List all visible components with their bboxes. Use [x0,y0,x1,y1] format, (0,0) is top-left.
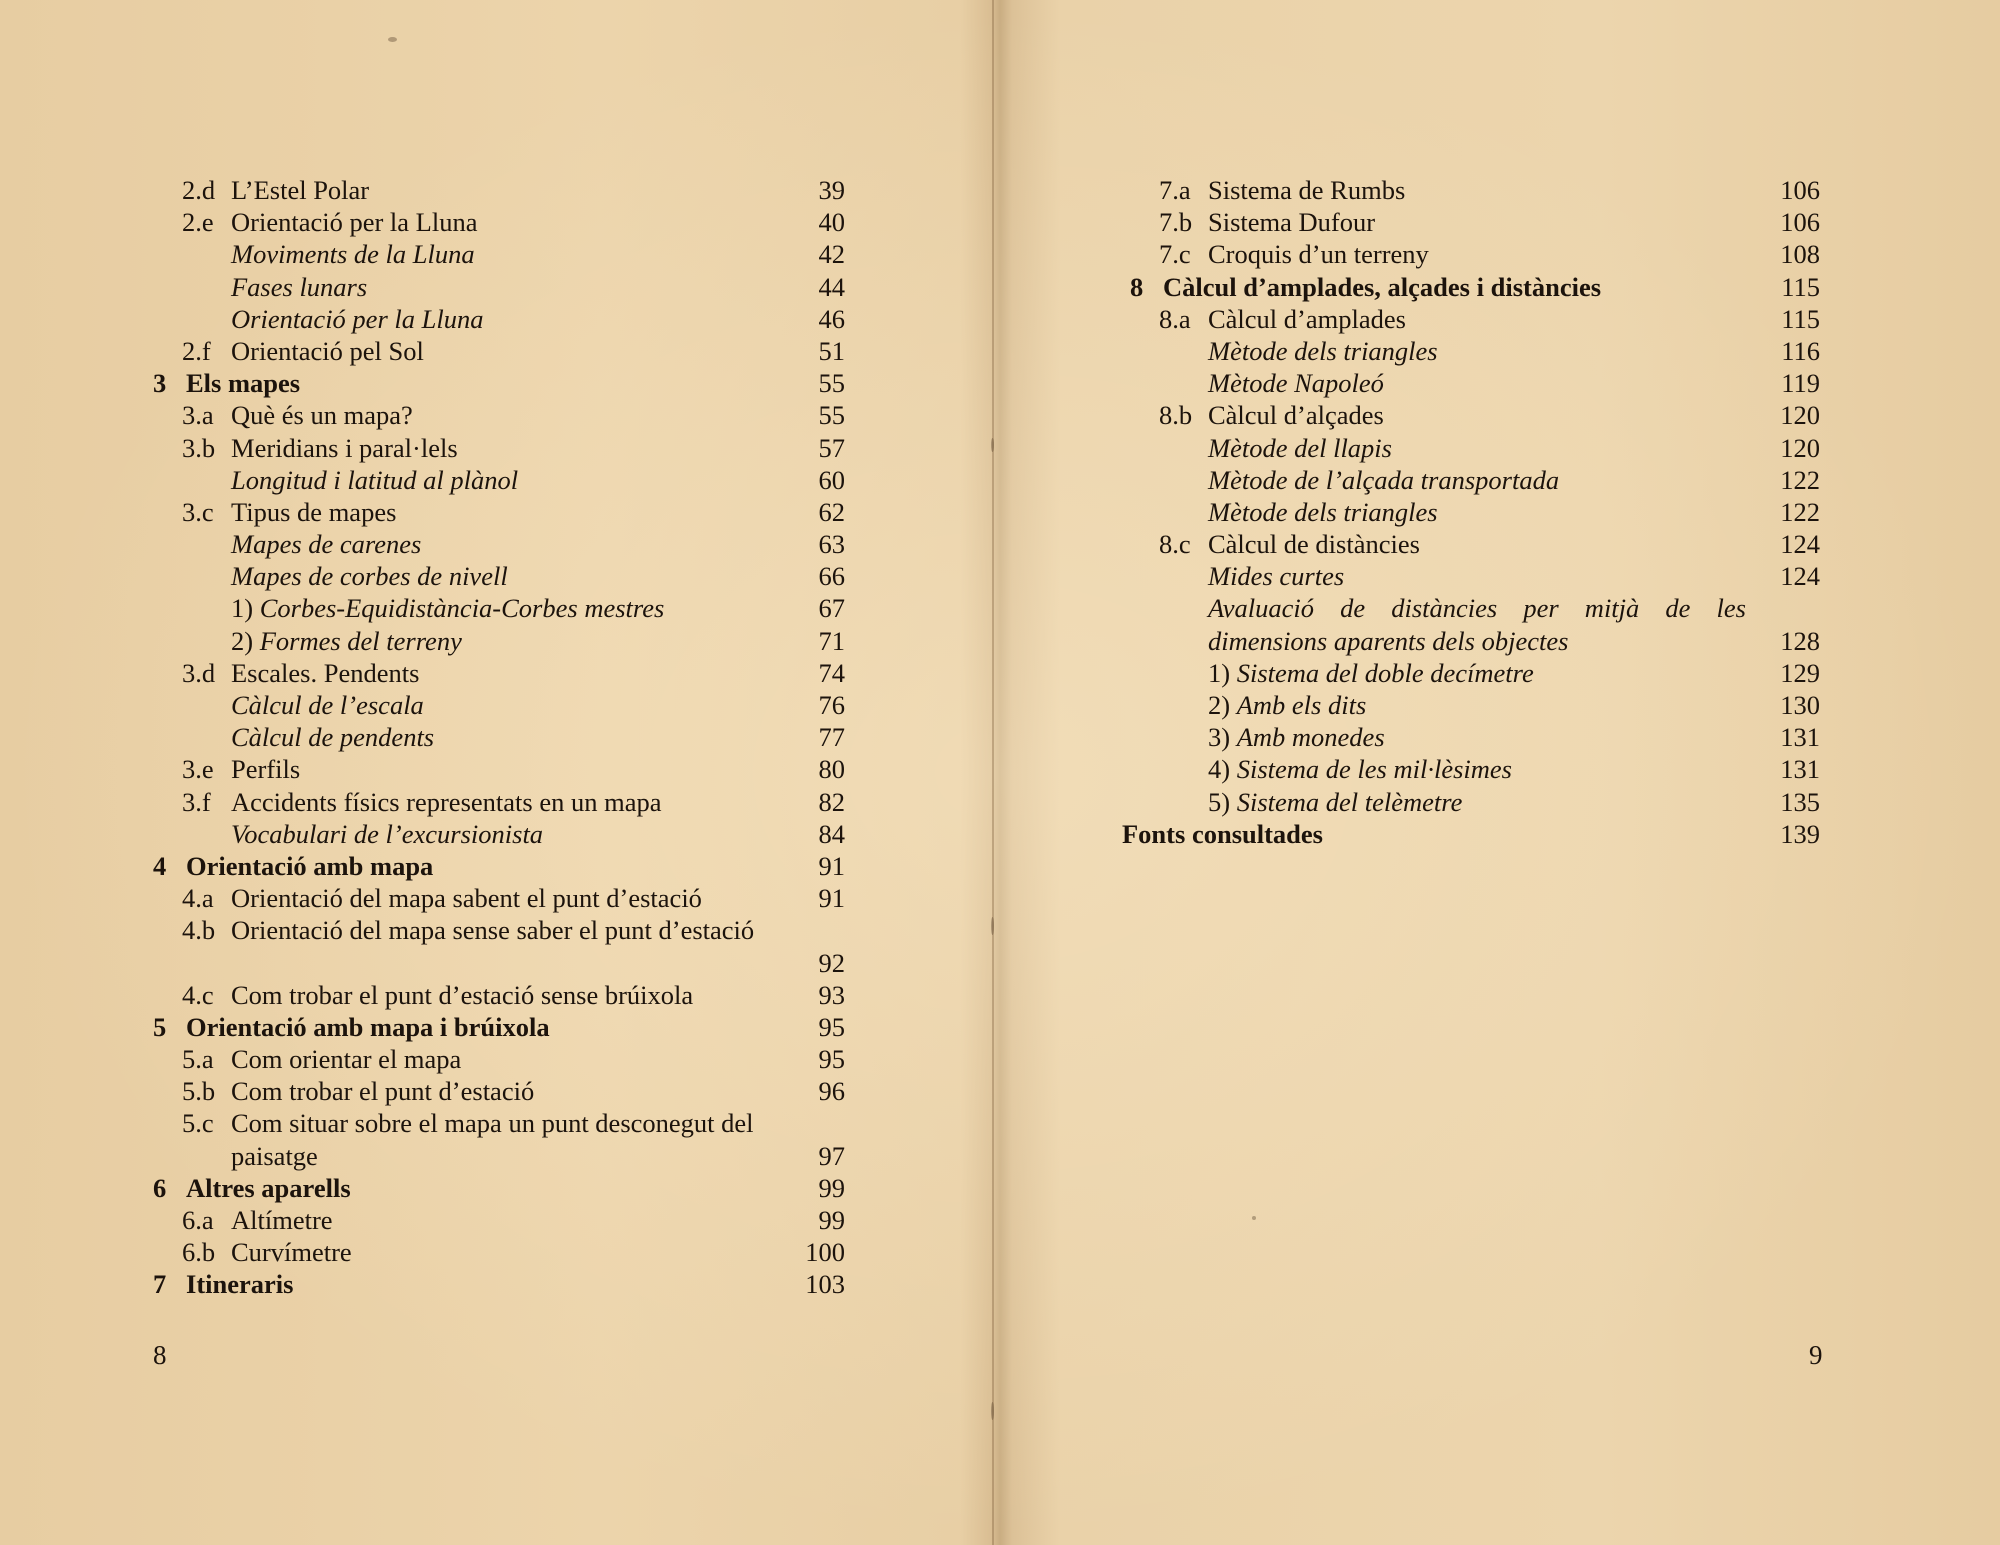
toc-item-row [145,625,845,657]
section-number: 7.c [1159,239,1191,270]
item-number: 2) [1208,690,1231,721]
page-reference: 51 [818,335,845,366]
page-reference: 67 [818,593,845,624]
chapter-title: Orientació amb mapa i brúixola [186,1011,550,1042]
section-number: 8.a [1159,303,1191,334]
paper-speck [991,1402,994,1420]
toc-item-row [145,592,845,624]
page-reference: 39 [818,175,845,205]
chapter-title: Orientació amb mapa [186,850,434,881]
chapter-number: 8 [1130,271,1144,302]
page-reference: 60 [818,464,845,495]
section-number: 7.b [1159,207,1193,238]
subsection-title: Mapes de carenes [231,529,422,560]
toc-subsection-row [1122,335,1820,367]
section-number: 3.a [182,400,214,431]
chapter-title: Els mapes [186,368,301,399]
page-reference: 44 [818,271,845,302]
chapter-number: 7 [153,1269,167,1300]
toc-item-row [1122,753,1820,785]
toc-section-row [1122,528,1820,560]
subsection-title: Mètode de l’alçada transportada [1208,464,1560,495]
section-number: 3.c [182,496,214,527]
page-reference: 42 [818,239,845,270]
chapter-number: 4 [153,850,167,881]
toc-chapter-row [145,850,845,882]
toc-section-row [145,399,845,431]
item-entry [231,625,462,657]
page-reference: 122 [1780,496,1820,527]
section-number: 3.e [182,754,214,785]
toc-subsection-row [1122,592,1820,656]
item-title: Corbes-Equidistància-Corbes mestres [259,593,665,624]
toc-subsection-row [1122,560,1820,592]
toc-section-row [145,753,845,785]
toc-section-row [145,786,845,818]
section-title: Altímetre [231,1205,333,1236]
section-title: Escales. Pendents [231,657,420,688]
chapter-number: 6 [153,1172,167,1203]
section-title: Càlcul de distàncies [1208,529,1420,560]
section-title: Què és un mapa? [231,400,413,431]
toc-subsection-row [145,464,845,496]
toc-section-row [145,1236,845,1268]
page-reference: 100 [805,1237,845,1268]
page-reference: 122 [1780,464,1820,495]
section-title: Càlcul d’amplades [1208,303,1406,334]
section-title: Com trobar el punt d’estació [231,1076,535,1107]
toc-section-row [1122,399,1820,431]
page-reference: 103 [805,1269,845,1300]
section-title: Com situar sobre el mapa un punt desconegut del paisatge [231,1108,754,1171]
page-reference: 82 [818,786,845,817]
paper-speck [991,438,994,452]
section-number: 3.b [182,432,216,463]
section-number: 4.b [182,915,216,946]
page-reference: 95 [818,1011,845,1042]
section-number: 5.c [182,1108,214,1139]
section-title: Orientació del mapa sense saber el punt d’estació [231,915,755,946]
page-reference: 115 [1781,303,1820,334]
page-reference: 116 [1781,335,1820,366]
section-title: Tipus de mapes [231,496,397,527]
page-reference: 74 [818,657,845,688]
section-number: 8.b [1159,400,1193,431]
toc-item-row [1122,721,1820,753]
item-title: Amb els dits [1236,690,1367,721]
item-number: 2) [231,625,254,656]
toc-section-row [1122,238,1820,270]
toc-item-row [1122,786,1820,818]
page-reference: 99 [818,1205,845,1236]
page-number-left: 8 [153,1340,167,1370]
toc-section-row [145,1107,845,1171]
toc-item-row [1122,689,1820,721]
subsection-title: Càlcul de l’escala [231,690,424,720]
section-number: 2.e [182,207,214,238]
chapter-number: 3 [153,368,167,399]
page-reference: 130 [1780,690,1820,721]
table-of-contents-left [145,174,845,1301]
subsection-title: Mides curtes [1208,561,1345,592]
toc-chapter-row [145,1268,845,1300]
chapter-title: Altres aparells [186,1172,351,1203]
section-number: 3.f [182,786,211,817]
page-reference: 135 [1780,786,1820,817]
item-number: 1) [231,593,254,624]
page-reference: 119 [1781,368,1820,399]
toc-section-row [145,1204,845,1236]
toc-section-row [145,496,845,528]
toc-chapter-row [145,367,845,399]
page-reference: 129 [1780,657,1820,688]
page-reference: 115 [1781,271,1820,302]
toc-subsection-row [145,303,845,335]
section-title: L’Estel Polar [231,175,370,205]
section-title: Com orientar el mapa [231,1044,462,1075]
toc-chapter-row [1122,271,1820,303]
subsection-title: Càlcul de pendents [231,722,435,753]
toc-section-row [1122,206,1820,238]
page-reference: 131 [1780,722,1820,753]
paper-speck [388,37,397,42]
item-title: Sistema del doble decímetre [1236,657,1534,688]
page-reference: 124 [1780,529,1820,560]
page-reference: 96 [818,1076,845,1107]
section-title: Orientació pel Sol [231,335,424,366]
page-reference: 128 [1780,625,1820,656]
item-entry [1208,657,1534,689]
left-page [0,0,992,1545]
page-reference: 124 [1780,561,1820,592]
section-number: 7.a [1159,175,1191,205]
subsection-title: Avaluació de distàncies per mitjà de les dimensions aparents dels objectes [1208,593,1746,656]
toc-section-row [145,432,845,464]
section-title: Accidents físics representats en un mapa [231,786,662,817]
toc-subsection-row [145,689,845,721]
chapter-title: Càlcul d’amplades, alçades i distàncies [1163,271,1602,302]
subsection-title: Fases lunars [231,271,368,302]
toc-subsection-row [145,528,845,560]
toc-subsection-row [1122,496,1820,528]
toc-subsection-row [145,818,845,850]
section-title: Croquis d’un terreny [1208,239,1429,270]
page-reference: 66 [818,561,845,592]
page-reference: 97 [818,1140,845,1171]
item-number: 1) [1208,657,1231,688]
toc-subsection-row [145,560,845,592]
subsection-title: Vocabulari de l’excursionista [231,818,544,849]
toc-chapter-row [145,1172,845,1204]
toc-section-row [145,914,845,978]
toc-subsection-row [1122,432,1820,464]
section-number: 2.f [182,335,211,366]
page-reference: 106 [1780,207,1820,238]
section-title: Perfils [231,754,301,785]
toc-subsection-row [145,271,845,303]
item-entry [1208,689,1366,721]
subsection-title: Mètode Napoleó [1208,368,1384,399]
section-number: 2.d [182,175,216,205]
section-title: Curvímetre [231,1237,352,1268]
toc-section-row [145,206,845,238]
right-page [994,0,2000,1545]
toc-subsection-row [145,238,845,270]
page-reference: 95 [818,1044,845,1075]
page-reference: 46 [818,303,845,334]
chapter-title: Fonts consultades [1122,818,1323,849]
section-title: Sistema de Rumbs [1208,175,1406,205]
item-number: 4) [1208,754,1231,785]
section-title: Orientació per la Lluna [231,207,478,238]
section-number: 4.a [182,883,214,914]
section-title: Orientació del mapa sabent el punt d’estació [231,883,702,914]
section-title: Com trobar el punt d’estació sense brúixola [231,979,694,1010]
section-number: 8.c [1159,529,1191,560]
item-entry [231,592,664,624]
page-reference: 120 [1780,400,1820,431]
toc-section-row [1122,303,1820,335]
item-number: 3) [1208,722,1231,753]
section-title: Meridians i paral·lels [231,432,458,463]
toc-item-row [1122,657,1820,689]
toc-subsection-row [145,721,845,753]
toc-subsection-row [1122,367,1820,399]
item-title: Amb monedes [1236,722,1385,753]
item-entry [1208,721,1385,753]
page-reference: 55 [818,400,845,431]
page-reference: 108 [1780,239,1820,270]
page-reference: 91 [818,883,845,914]
page-reference: 40 [818,207,845,238]
toc-section-row [145,657,845,689]
section-number: 5.a [182,1044,214,1075]
page-reference: 55 [818,368,845,399]
subsection-title: Mapes de corbes de nivell [231,561,508,592]
page-reference: 57 [818,432,845,463]
toc-section-row [145,1043,845,1075]
paper-speck [1252,1216,1256,1220]
page-reference: 91 [818,850,845,881]
chapter-title: Itineraris [186,1269,294,1300]
toc-section-row [145,1075,845,1107]
item-entry [1208,786,1462,818]
page-reference: 62 [818,496,845,527]
page-reference: 106 [1780,175,1820,205]
toc-chapter-row [145,1011,845,1043]
page-reference: 120 [1780,432,1820,463]
page-number-right: 9 [1809,1340,1823,1370]
toc-chapter-row [1122,818,1820,850]
page-reference: 71 [818,625,845,656]
toc-section-row [1122,174,1820,206]
item-title: Sistema de les mil·lèsimes [1236,754,1512,785]
page-reference: 99 [818,1172,845,1203]
section-number: 6.a [182,1205,214,1236]
toc-section-row [145,979,845,1011]
item-number: 5) [1208,786,1231,817]
toc-section-row [145,335,845,367]
section-number: 3.d [182,657,216,688]
page-reference: 139 [1780,818,1820,849]
table-of-contents-right [1122,174,1820,850]
item-title: Formes del terreny [259,625,462,656]
item-entry [1208,753,1512,785]
page-reference: 93 [818,979,845,1010]
chapter-number: 5 [153,1011,167,1042]
page-reference: 77 [818,722,845,753]
subsection-title: Moviments de la Lluna [231,239,475,270]
page-reference: 76 [818,690,845,720]
section-title: Sistema Dufour [1208,207,1376,238]
page-reference: 92 [818,947,845,978]
toc-subsection-row [1122,464,1820,496]
toc-section-row [145,882,845,914]
page-reference: 84 [818,818,845,849]
page-reference: 131 [1780,754,1820,785]
section-number: 6.b [182,1237,216,1268]
toc-section-row [145,174,845,206]
item-title: Sistema del telèmetre [1236,786,1463,817]
subsection-title: Mètode dels triangles [1208,496,1438,527]
subsection-title: Longitud i latitud al plànol [231,464,519,495]
subsection-title: Orientació per la Lluna [231,303,484,334]
section-number: 4.c [182,979,214,1010]
paper-speck [991,917,994,935]
section-title: Càlcul d’alçades [1208,400,1384,431]
section-number: 5.b [182,1076,216,1107]
subsection-title: Mètode del llapis [1208,432,1392,463]
page-reference: 80 [818,754,845,785]
subsection-title: Mètode dels triangles [1208,335,1438,366]
page-reference: 63 [818,529,845,560]
